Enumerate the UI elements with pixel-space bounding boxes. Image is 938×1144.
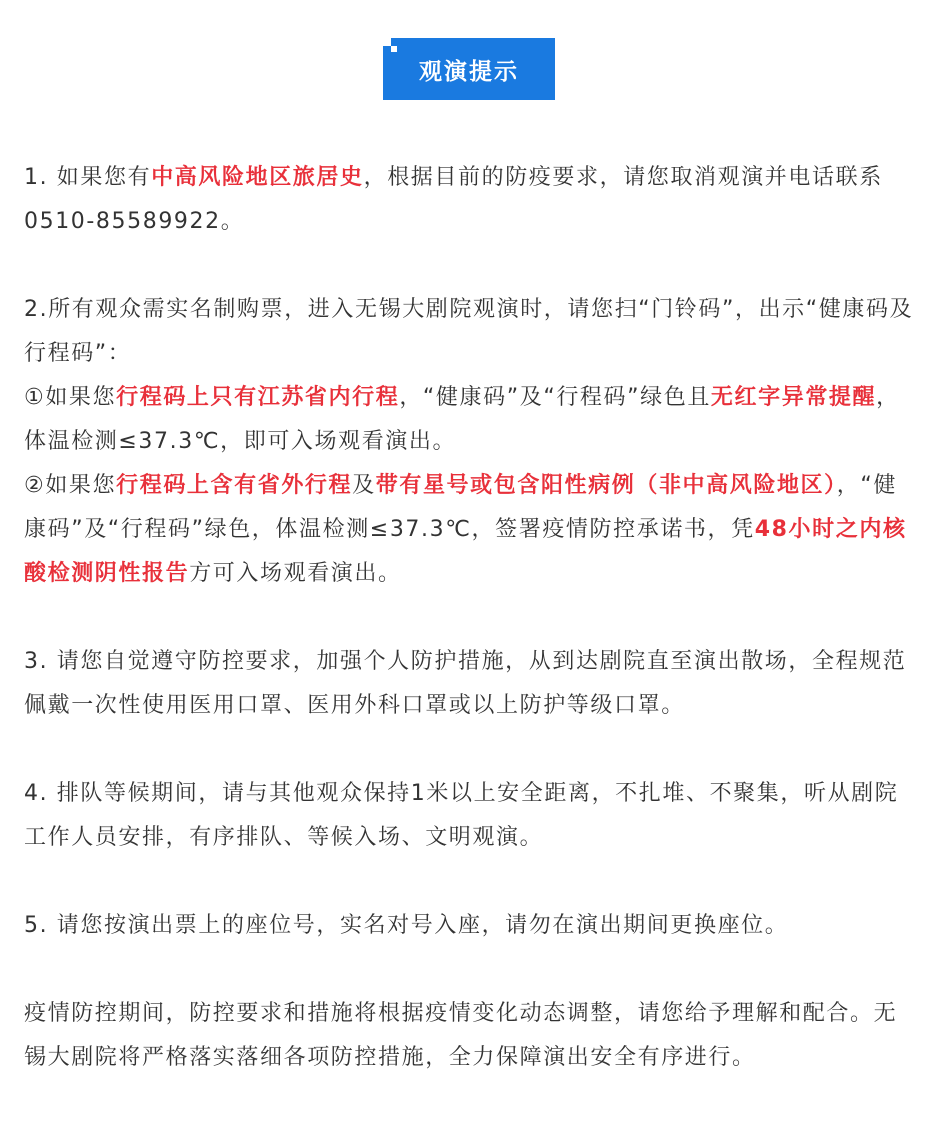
notice-subitem-1 [24,376,920,464]
notice-item-2 [24,288,920,596]
highlight-text: 中高风险地区旅居史 [151,165,364,190]
highlight-text: 带有星号或包含阳性病例（非中高风险地区） [375,473,837,498]
text-segment: 及 [352,473,376,498]
title-banner [383,38,555,100]
closing-text: 疫情防控期间，防控要求和措施将根据疫情变化动态调整，请您给予理解和配合。无锡大剧院将严格落实落细各项防控措施，全力保障演出安全有序进行。 [24,1001,898,1070]
notice-intro: 2.所有观众需实名制购票，进入无锡大剧院观演时，请您扫“门铃码”，出示“健康码及行程码”： [24,297,914,366]
text-segment: ，体温检测≤37.3℃，即可入场观看演出。 [24,385,900,454]
corner-decoration-icon [383,38,391,46]
text-segment: 方可入场观看演出。 [189,561,402,586]
text-segment: ，“健康码”及“行程码”绿色，体温检测≤37.3℃，签署疫情防控承诺书，凭 [24,473,897,542]
text-segment: ②如果您 [24,473,117,498]
notice-text: 5. 请您按演出票上的座位号，实名对号入座，请勿在演出期间更换座位。 [24,913,789,938]
page-title: 观演提示 [419,58,519,85]
text-segment: 1. 如果您有 [24,165,152,190]
notice-item-1 [24,156,920,244]
closing-note [24,992,920,1080]
notice-item-4 [24,772,920,860]
notice-text [24,156,920,244]
header [0,38,938,100]
corner-notch-icon [391,46,397,52]
highlight-text: 行程码上含有省外行程 [116,473,353,498]
notice-item-3 [24,640,920,728]
highlight-text: 48小时之内核酸检测阴性报告 [24,517,907,586]
notice-content [24,156,920,1124]
notice-subitem-2 [24,464,920,596]
highlight-text: 行程码上只有江苏省内行程 [116,385,400,410]
text-segment: ，根据目前的防疫要求，请您取消观演并电话联系0510-85589922。 [24,165,883,234]
highlight-text: 无红字异常提醒 [710,385,877,410]
text-segment: ①如果您 [24,385,117,410]
notice-text: 3. 请您自觉遵守防控要求，加强个人防护措施，从到达剧院直至演出散场，全程规范佩戴一次性使用医用口罩、医用外科口罩或以上防护等级口罩。 [24,649,907,718]
notice-item-5 [24,904,920,948]
notice-text: 4. 排队等候期间，请与其他观众保持1米以上安全距离，不扎堆、不聚集，听从剧院工作人员安排，有序排队、等候入场、文明观演。 [24,781,899,850]
text-segment: ，“健康码”及“行程码”绿色且 [399,385,711,410]
